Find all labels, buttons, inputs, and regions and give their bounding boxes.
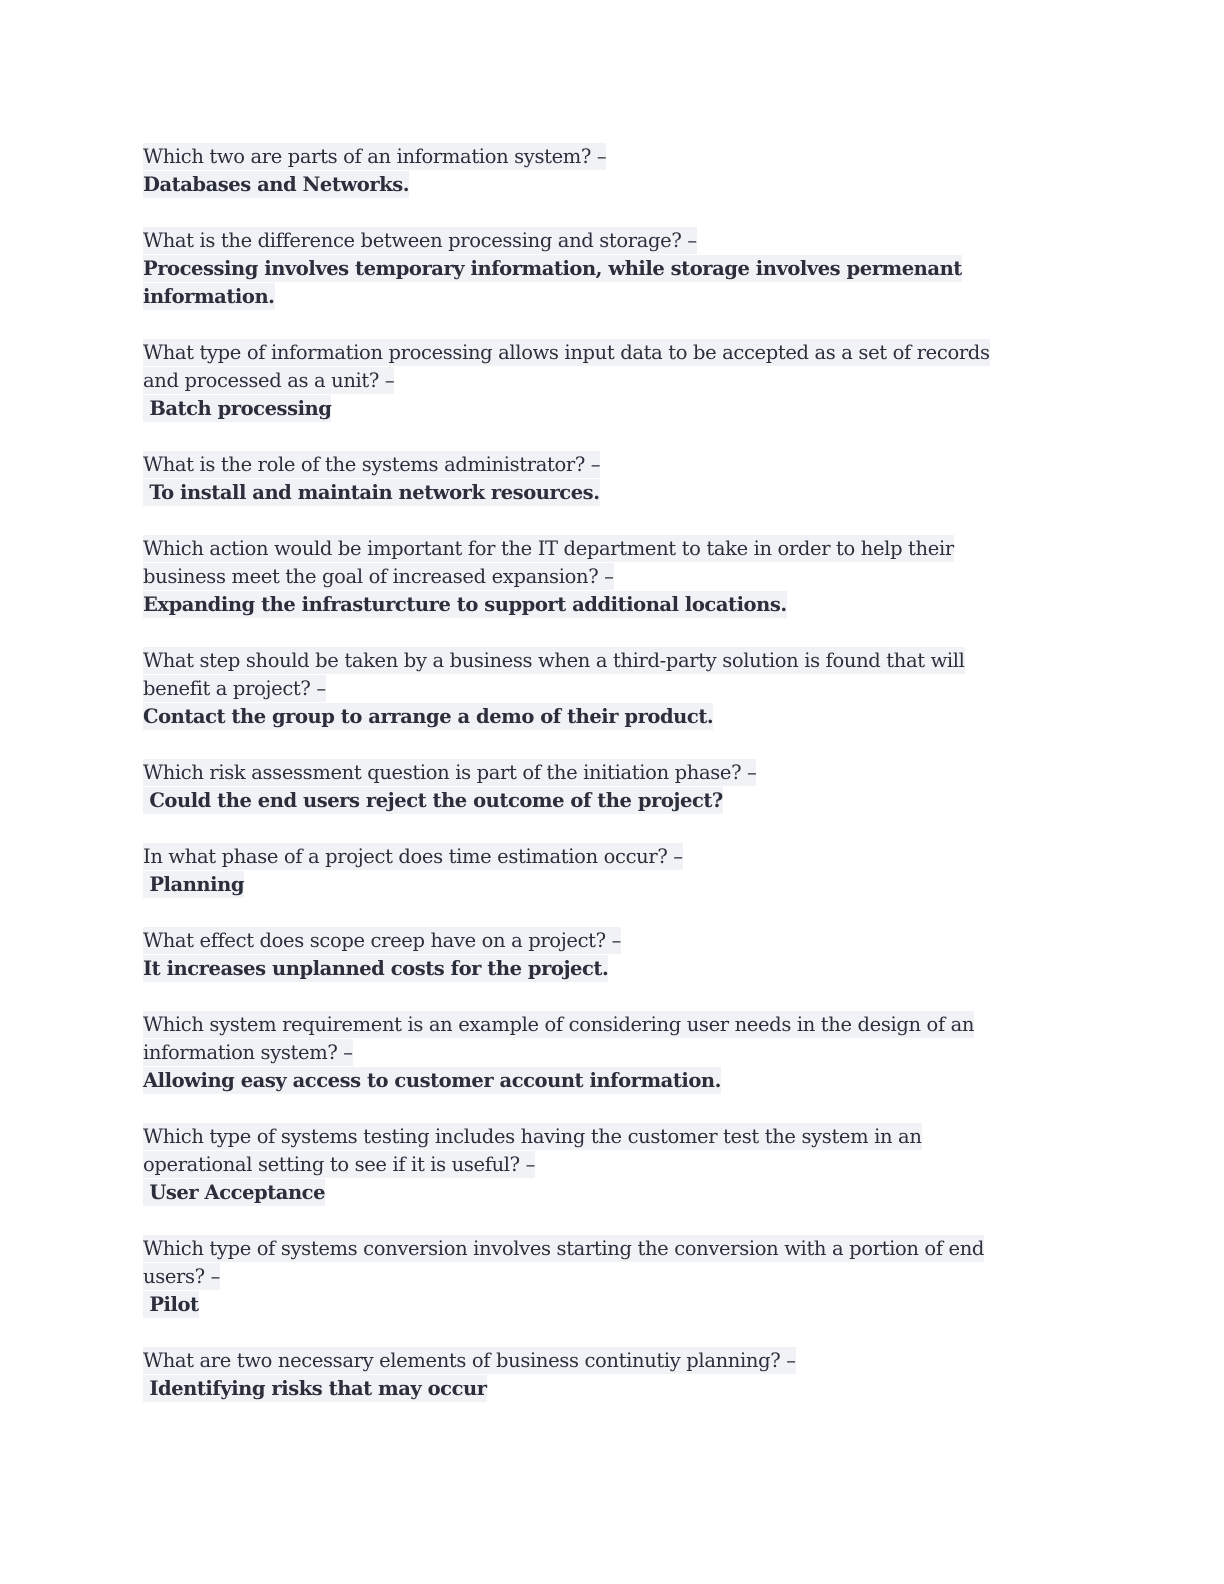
qa-item [143,451,1073,507]
question-text: Which type of systems testing includes having the customer test the system in an [143,1125,922,1148]
qa-item [143,647,1073,731]
qa-item [143,843,1073,899]
qa-item [143,927,1073,983]
answer-line [143,1067,1073,1095]
question-text: What is the role of the systems administrator? – [143,453,601,476]
question-text: Which type of systems conversion involves starting the conversion with a portion of end [143,1237,985,1260]
question-line [143,843,1073,871]
answer-text: Databases and Networks. [143,173,410,196]
question-line [143,927,1073,955]
question-text: Which action would be important for the IT department to take in order to help their [143,537,954,560]
answer-text: Batch processing [143,397,332,420]
answer-line [143,395,1073,423]
question-line [143,1235,1073,1263]
question-line [143,339,1073,367]
answer-line [143,1291,1073,1319]
answer-text: Contact the group to arrange a demo of their product. [143,705,714,728]
question-line [143,647,1073,675]
qa-item [143,1123,1073,1207]
question-line [143,143,1073,171]
question-line [143,563,1073,591]
answer-text: Could the end users reject the outcome of the project? [143,789,723,812]
question-line [143,675,1073,703]
answer-line [143,283,1073,311]
answer-text: User Acceptance [143,1181,326,1204]
answer-text: Identifying risks that may occur [143,1377,487,1400]
qa-item [143,143,1073,199]
question-line [143,1263,1073,1291]
answer-line [143,255,1073,283]
answer-text: Allowing easy access to customer account information. [143,1069,721,1092]
qa-item [143,1347,1073,1403]
question-text: In what phase of a project does time estimation occur? – [143,845,683,868]
answer-line [143,787,1073,815]
question-line [143,1123,1073,1151]
question-text: benefit a project? – [143,677,326,700]
question-line [143,535,1073,563]
answer-text: Planning [143,873,245,896]
answer-text: Processing involves temporary information, while storage involves permenant [143,257,962,280]
answer-line [143,1375,1073,1403]
answer-text: information. [143,285,275,308]
answer-line [143,1179,1073,1207]
question-line [143,367,1073,395]
answer-line [143,871,1073,899]
question-line [143,1011,1073,1039]
question-text: Which system requirement is an example of considering user needs in the design of an [143,1013,975,1036]
qa-item [143,339,1073,423]
qa-list [143,143,1073,1431]
qa-item [143,535,1073,619]
answer-text: To install and maintain network resources. [143,481,600,504]
question-text: What are two necessary elements of business continutiy planning? – [143,1349,796,1372]
answer-line [143,703,1073,731]
qa-item [143,759,1073,815]
answer-line [143,591,1073,619]
question-text: Which two are parts of an information system? – [143,145,607,168]
answer-text: It increases unplanned costs for the project. [143,957,609,980]
question-text: What type of information processing allows input data to be accepted as a set of records [143,341,990,364]
question-text: operational setting to see if it is useful? – [143,1153,536,1176]
qa-item [143,227,1073,311]
question-text: Which risk assessment question is part of the initiation phase? – [143,761,757,784]
answer-line [143,171,1073,199]
question-text: What effect does scope creep have on a project? – [143,929,621,952]
qa-item [143,1011,1073,1095]
question-line [143,1039,1073,1067]
question-line [143,227,1073,255]
question-text: What is the difference between processing and storage? – [143,229,697,252]
question-text: and processed as a unit? – [143,369,395,392]
question-line [143,1347,1073,1375]
question-text: users? – [143,1265,221,1288]
question-line [143,759,1073,787]
qa-item [143,1235,1073,1319]
answer-line [143,479,1073,507]
answer-line [143,955,1073,983]
question-line [143,451,1073,479]
question-text: information system? – [143,1041,353,1064]
answer-text: Pilot [143,1293,199,1316]
question-line [143,1151,1073,1179]
question-text: What step should be taken by a business when a third-party solution is found that will [143,649,965,672]
answer-text: Expanding the infrasturcture to support additional locations. [143,593,787,616]
question-text: business meet the goal of increased expansion? – [143,565,614,588]
